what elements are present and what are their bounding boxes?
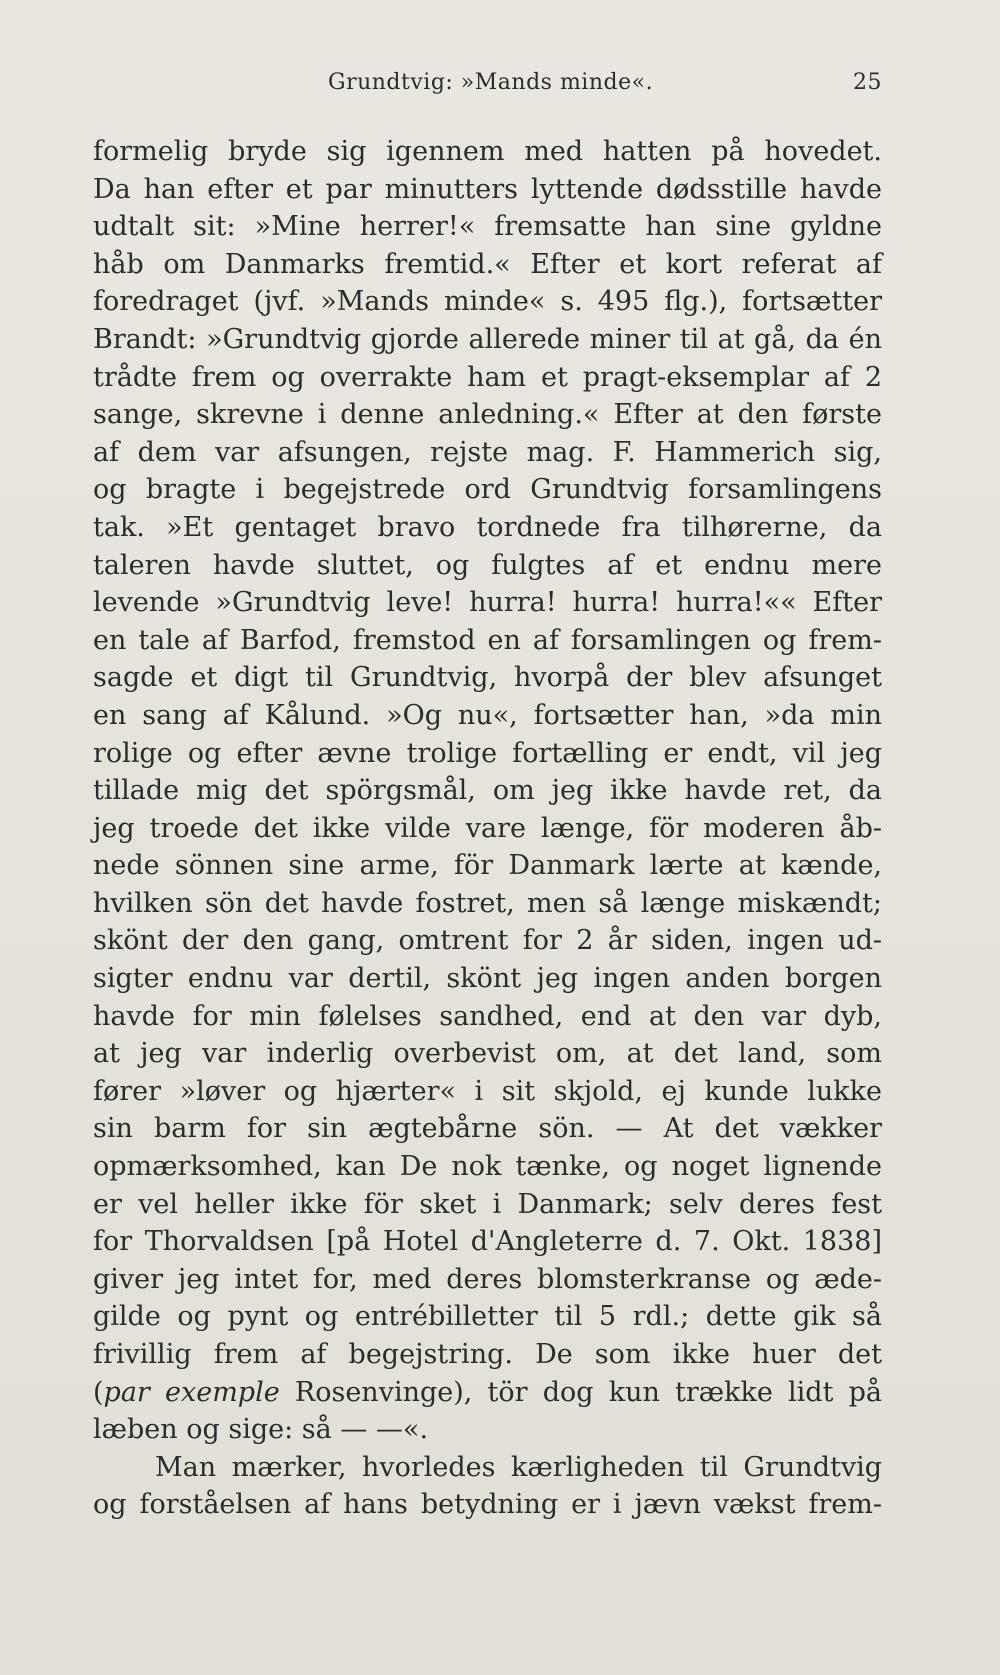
text-line: af dem var afsungen, rejste mag. F. Hammerich sig, xyxy=(93,436,882,468)
running-title: Grundtvig: »Mands minde«. xyxy=(328,70,654,95)
text-line: Da han efter et par minutters lyttende dødsstille havde xyxy=(93,173,882,205)
text-line: trådte frem og overrakte ham et pragt-eksemplar af 2 xyxy=(93,361,882,393)
text-line: læben og sige: så — —«. xyxy=(93,1414,429,1446)
text-line: jeg troede det ikke vilde vare længe, för moderen åb- xyxy=(93,812,882,844)
text-line: giver jeg intet for, med deres blomsterkranse og æde- xyxy=(93,1263,882,1295)
running-head xyxy=(93,70,882,106)
text-line: sange, skrevne i denne anledning.« Efter at den første xyxy=(93,399,882,431)
body-text xyxy=(93,133,882,1524)
text-line: frivillig frem af begejstring. De som ikke huer det xyxy=(93,1339,882,1370)
text-line: håb om Danmarks fremtid.« Efter et kort referat af xyxy=(93,248,882,280)
text-line: taleren havde sluttet, og fulgtes af et endnu mere xyxy=(93,549,882,581)
text-line xyxy=(93,1374,882,1412)
text-line: rolige og efter ævne trolige fortælling er endt, vil jeg xyxy=(93,737,882,769)
text-line: fører »løver og hjærter« i sit skjold, ej kunde lukke xyxy=(93,1075,882,1107)
text-line: opmærksomhed, kan De nok tænke, og noget lignende xyxy=(93,1151,882,1183)
italic-phrase: par exemple xyxy=(103,1376,280,1408)
text-line: en sang af Kålund. »Og nu«, fortsætter han, »da min xyxy=(93,699,882,731)
text-line: nede sönnen sine arme, för Danmark lærte at kænde, xyxy=(93,850,882,882)
text-line: skönt der den gang, omtrent for 2 år siden, ingen ud- xyxy=(93,925,882,957)
text-line: sigter endnu var dertil, skönt jeg ingen anden borgen xyxy=(93,963,882,995)
text-line: er vel heller ikke för sket i Danmark; selv deres fest xyxy=(93,1188,882,1220)
text-line: og bragte i begejstrede ord Grundtvig forsamlingens xyxy=(93,474,882,506)
text-line: gilde og pynt og entrébilletter til 5 rdl.; dette gik så xyxy=(93,1301,882,1333)
text-line: en tale af Barfod, fremstod en af forsamlingen og frem- xyxy=(93,624,882,656)
text-line: tillade mig det spörgsmål, om jeg ikke havde ret, da xyxy=(93,775,882,807)
text-line: hvilken sön det havde fostret, men så længe miskændt; xyxy=(93,887,882,919)
text-line: og forståelsen af hans betydning er i jævn vækst frem- xyxy=(93,1489,882,1521)
text-line: formelig bryde sig igennem med hatten på hovedet. xyxy=(93,136,882,167)
text-line: sin barm for sin ægtebårne sön. — At det vækker xyxy=(93,1113,882,1145)
text-lead: ( xyxy=(93,1376,104,1408)
text-line: Brandt: »Grundtvig gjorde allerede miner til at gå, da én xyxy=(93,323,882,355)
text-line: sagde et digt til Grundtvig, hvorpå der blev afsunget xyxy=(93,662,882,694)
text-line: foredraget (jvf. »Mands minde« s. 495 flg.), fortsætter xyxy=(93,286,882,318)
text-line: tak. »Et gentaget bravo tordnede fra tilhørerne, da xyxy=(93,511,882,543)
text-line: at jeg var inderlig overbevist om, at det land, som xyxy=(93,1038,882,1070)
text-rest: Rosenvinge), tör dog kun trække lidt på xyxy=(279,1376,882,1408)
paragraph-start-line: Man mærker, hvorledes kærligheden til Grundtvig xyxy=(155,1451,882,1483)
text-line: for Thorvaldsen [på Hotel d'Angleterre d. 7. Okt. 1838] xyxy=(93,1226,882,1258)
page-number: 25 xyxy=(853,70,882,95)
text-line: levende »Grundtvig leve! hurra! hurra! hurra!«« Efter xyxy=(93,587,882,619)
text-line: havde for min følelses sandhed, end at den var dyb, xyxy=(93,1000,882,1032)
text-line: udtalt sit: »Mine herrer!« fremsatte han sine gyldne xyxy=(93,211,882,243)
